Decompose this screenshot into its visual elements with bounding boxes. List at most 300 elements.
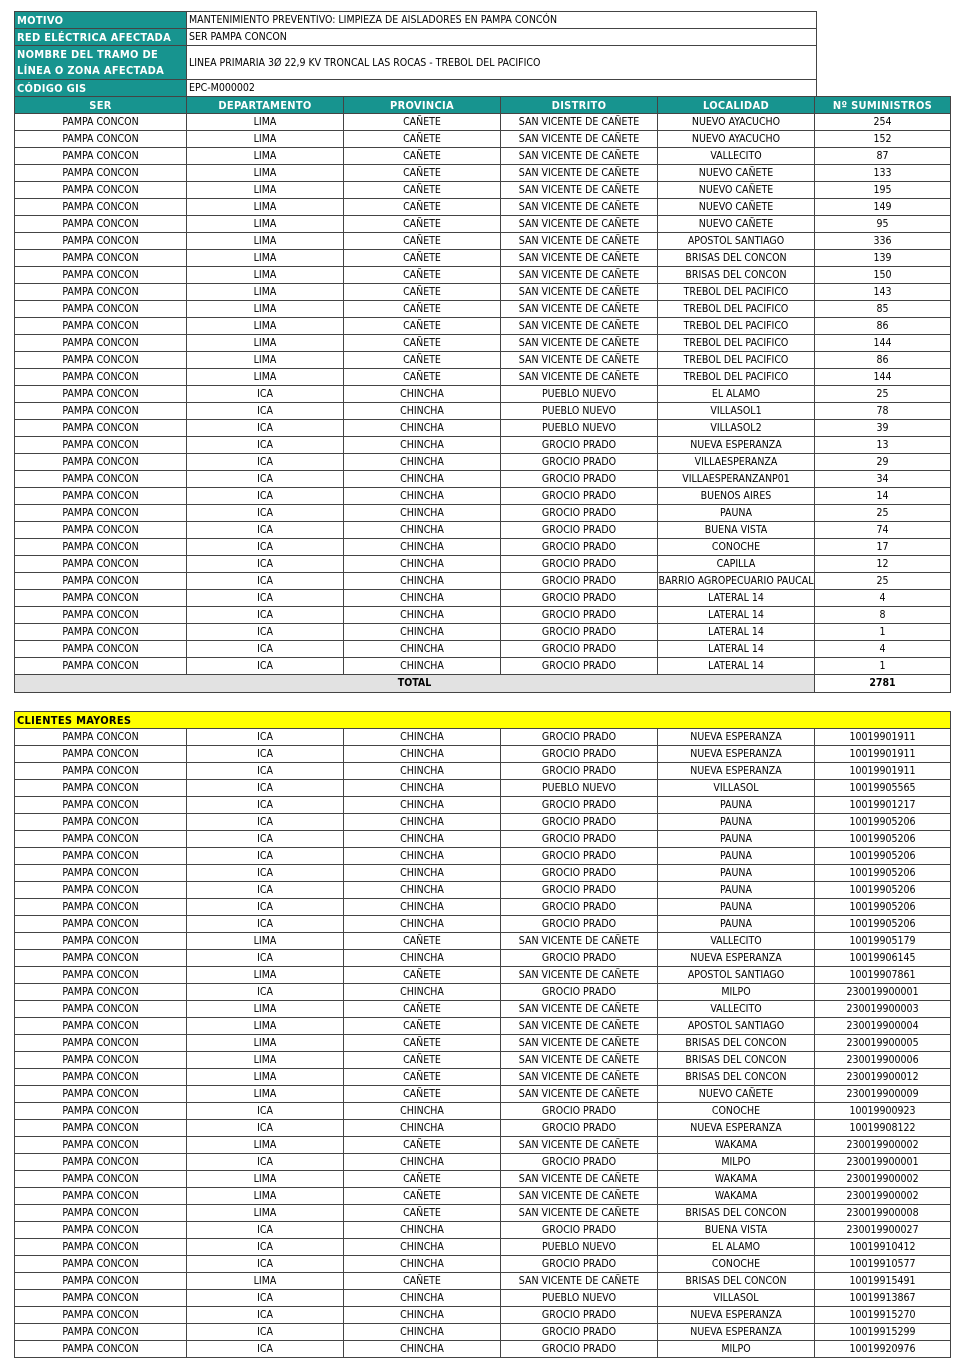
client-cell-suministros: 10019905206 bbox=[815, 882, 951, 899]
client-cell-localidad: PAUNA bbox=[658, 848, 815, 865]
client-cell-departamento: ICA bbox=[187, 1120, 344, 1137]
client-cell-suministros: 10019915270 bbox=[815, 1307, 951, 1324]
client-cell-provincia: CHINCHA bbox=[344, 916, 501, 933]
supply-cell-suministros: 143 bbox=[815, 284, 951, 301]
client-cell-ser: PAMPA CONCON bbox=[15, 1307, 187, 1324]
client-row bbox=[15, 916, 951, 933]
client-cell-ser: PAMPA CONCON bbox=[15, 1035, 187, 1052]
client-cell-distrito: SAN VICENTE DE CAÑETE bbox=[501, 1188, 658, 1205]
client-cell-localidad: WAKAMA bbox=[658, 1188, 815, 1205]
major-clients-title: CLIENTES MAYORES bbox=[15, 712, 951, 729]
client-cell-provincia: CAÑETE bbox=[344, 1205, 501, 1222]
client-cell-departamento: LIMA bbox=[187, 1171, 344, 1188]
supply-cell-suministros: 13 bbox=[815, 437, 951, 454]
supply-cell-suministros: 34 bbox=[815, 471, 951, 488]
client-cell-suministros: 10019901911 bbox=[815, 746, 951, 763]
client-cell-distrito: GROCIO PRADO bbox=[501, 814, 658, 831]
client-cell-provincia: CHINCHA bbox=[344, 729, 501, 746]
supply-cell-departamento: LIMA bbox=[187, 199, 344, 216]
supply-cell-departamento: ICA bbox=[187, 522, 344, 539]
client-row bbox=[15, 797, 951, 814]
supply-cell-ser: PAMPA CONCON bbox=[15, 539, 187, 556]
supply-cell-provincia: CAÑETE bbox=[344, 182, 501, 199]
client-row bbox=[15, 1103, 951, 1120]
supply-row bbox=[15, 505, 951, 522]
supply-row bbox=[15, 233, 951, 250]
client-row bbox=[15, 848, 951, 865]
client-cell-distrito: SAN VICENTE DE CAÑETE bbox=[501, 1137, 658, 1154]
client-cell-departamento: ICA bbox=[187, 1222, 344, 1239]
supply-cell-suministros: 152 bbox=[815, 131, 951, 148]
supply-cell-departamento: ICA bbox=[187, 573, 344, 590]
client-row bbox=[15, 1256, 951, 1273]
client-cell-departamento: LIMA bbox=[187, 1137, 344, 1154]
column-header-distrito: DISTRITO bbox=[501, 97, 658, 114]
client-cell-provincia: CHINCHA bbox=[344, 1154, 501, 1171]
supply-cell-ser: PAMPA CONCON bbox=[15, 454, 187, 471]
supply-cell-departamento: ICA bbox=[187, 403, 344, 420]
supply-cell-departamento: ICA bbox=[187, 488, 344, 505]
client-cell-provincia: CAÑETE bbox=[344, 1086, 501, 1103]
supply-cell-distrito: SAN VICENTE DE CAÑETE bbox=[501, 335, 658, 352]
supply-cell-departamento: LIMA bbox=[187, 131, 344, 148]
supply-cell-distrito: GROCIO PRADO bbox=[501, 505, 658, 522]
client-cell-localidad: MILPO bbox=[658, 1154, 815, 1171]
client-cell-suministros: 230019900004 bbox=[815, 1018, 951, 1035]
client-cell-suministros: 10019905206 bbox=[815, 848, 951, 865]
supply-cell-ser: PAMPA CONCON bbox=[15, 267, 187, 284]
client-cell-ser: PAMPA CONCON bbox=[15, 1018, 187, 1035]
client-cell-distrito: GROCIO PRADO bbox=[501, 746, 658, 763]
client-cell-departamento: LIMA bbox=[187, 1188, 344, 1205]
supply-cell-ser: PAMPA CONCON bbox=[15, 250, 187, 267]
supply-cell-ser: PAMPA CONCON bbox=[15, 182, 187, 199]
tramo-value: LINEA PRIMARIA 3Ø 22,9 KV TRONCAL LAS ROCAS - TREBOL DEL PACIFICO bbox=[187, 46, 817, 80]
supply-cell-suministros: 139 bbox=[815, 250, 951, 267]
client-cell-suministros: 230019900003 bbox=[815, 1001, 951, 1018]
supply-row bbox=[15, 590, 951, 607]
supply-cell-provincia: CAÑETE bbox=[344, 267, 501, 284]
supply-row bbox=[15, 114, 951, 131]
client-cell-suministros: 10019913867 bbox=[815, 1290, 951, 1307]
supply-row bbox=[15, 454, 951, 471]
supply-cell-suministros: 133 bbox=[815, 165, 951, 182]
supply-cell-departamento: LIMA bbox=[187, 148, 344, 165]
supply-cell-localidad: TREBOL DEL PACIFICO bbox=[658, 318, 815, 335]
client-cell-departamento: LIMA bbox=[187, 1086, 344, 1103]
client-cell-suministros: 10019905206 bbox=[815, 814, 951, 831]
supply-row bbox=[15, 250, 951, 267]
client-cell-distrito: SAN VICENTE DE CAÑETE bbox=[501, 1086, 658, 1103]
supply-cell-suministros: 149 bbox=[815, 199, 951, 216]
client-cell-localidad: PAUNA bbox=[658, 814, 815, 831]
client-row bbox=[15, 1239, 951, 1256]
client-cell-provincia: CHINCHA bbox=[344, 814, 501, 831]
client-cell-localidad: PAUNA bbox=[658, 831, 815, 848]
client-cell-distrito: GROCIO PRADO bbox=[501, 984, 658, 1001]
client-row bbox=[15, 1171, 951, 1188]
client-cell-departamento: LIMA bbox=[187, 1035, 344, 1052]
client-cell-localidad: BRISAS DEL CONCON bbox=[658, 1205, 815, 1222]
client-row bbox=[15, 831, 951, 848]
supply-cell-provincia: CHINCHA bbox=[344, 488, 501, 505]
supply-cell-distrito: SAN VICENTE DE CAÑETE bbox=[501, 148, 658, 165]
client-cell-provincia: CHINCHA bbox=[344, 1103, 501, 1120]
client-row bbox=[15, 967, 951, 984]
client-cell-distrito: GROCIO PRADO bbox=[501, 1341, 658, 1358]
red-value: SER PAMPA CONCON bbox=[187, 29, 817, 46]
client-cell-distrito: GROCIO PRADO bbox=[501, 865, 658, 882]
supply-cell-ser: PAMPA CONCON bbox=[15, 624, 187, 641]
client-cell-localidad: BRISAS DEL CONCON bbox=[658, 1035, 815, 1052]
supply-cell-localidad: NUEVO AYACUCHO bbox=[658, 131, 815, 148]
supply-cell-distrito: GROCIO PRADO bbox=[501, 607, 658, 624]
client-cell-provincia: CHINCHA bbox=[344, 797, 501, 814]
supply-cell-departamento: LIMA bbox=[187, 250, 344, 267]
supply-cell-departamento: ICA bbox=[187, 454, 344, 471]
client-cell-provincia: CAÑETE bbox=[344, 1188, 501, 1205]
client-cell-distrito: GROCIO PRADO bbox=[501, 1324, 658, 1341]
client-cell-ser: PAMPA CONCON bbox=[15, 882, 187, 899]
supply-cell-distrito: GROCIO PRADO bbox=[501, 556, 658, 573]
supply-cell-departamento: ICA bbox=[187, 641, 344, 658]
supply-cell-localidad: CONOCHE bbox=[658, 539, 815, 556]
supply-cell-departamento: ICA bbox=[187, 590, 344, 607]
client-cell-suministros: 10019905206 bbox=[815, 831, 951, 848]
client-row bbox=[15, 865, 951, 882]
client-row bbox=[15, 1290, 951, 1307]
client-cell-distrito: SAN VICENTE DE CAÑETE bbox=[501, 1001, 658, 1018]
client-cell-departamento: ICA bbox=[187, 1239, 344, 1256]
supply-cell-localidad: TREBOL DEL PACIFICO bbox=[658, 284, 815, 301]
supply-cell-provincia: CHINCHA bbox=[344, 624, 501, 641]
client-cell-localidad: WAKAMA bbox=[658, 1137, 815, 1154]
supply-cell-provincia: CHINCHA bbox=[344, 522, 501, 539]
client-cell-localidad: VILLASOL bbox=[658, 1290, 815, 1307]
supply-row bbox=[15, 471, 951, 488]
info-row-motivo bbox=[15, 12, 817, 29]
client-cell-suministros: 230019900005 bbox=[815, 1035, 951, 1052]
client-cell-localidad: MILPO bbox=[658, 1341, 815, 1358]
supply-cell-ser: PAMPA CONCON bbox=[15, 573, 187, 590]
supply-cell-ser: PAMPA CONCON bbox=[15, 420, 187, 437]
supply-cell-localidad: BUENOS AIRES bbox=[658, 488, 815, 505]
supply-cell-ser: PAMPA CONCON bbox=[15, 352, 187, 369]
supply-cell-provincia: CAÑETE bbox=[344, 250, 501, 267]
client-cell-distrito: SAN VICENTE DE CAÑETE bbox=[501, 1171, 658, 1188]
client-cell-provincia: CHINCHA bbox=[344, 831, 501, 848]
supply-cell-distrito: GROCIO PRADO bbox=[501, 488, 658, 505]
client-row bbox=[15, 1307, 951, 1324]
client-cell-localidad: PAUNA bbox=[658, 882, 815, 899]
client-cell-localidad: BUENA VISTA bbox=[658, 1222, 815, 1239]
supply-cell-departamento: LIMA bbox=[187, 301, 344, 318]
client-cell-localidad: PAUNA bbox=[658, 916, 815, 933]
supply-cell-departamento: ICA bbox=[187, 437, 344, 454]
supply-cell-departamento: LIMA bbox=[187, 233, 344, 250]
client-cell-departamento: ICA bbox=[187, 763, 344, 780]
supply-cell-departamento: ICA bbox=[187, 420, 344, 437]
client-cell-provincia: CHINCHA bbox=[344, 1341, 501, 1358]
supply-cell-provincia: CAÑETE bbox=[344, 335, 501, 352]
client-cell-suministros: 230019900006 bbox=[815, 1052, 951, 1069]
client-cell-localidad: EL ALAMO bbox=[658, 1239, 815, 1256]
client-row bbox=[15, 1341, 951, 1358]
supply-cell-provincia: CAÑETE bbox=[344, 318, 501, 335]
client-row bbox=[15, 814, 951, 831]
supply-row bbox=[15, 301, 951, 318]
supply-row bbox=[15, 284, 951, 301]
supply-cell-suministros: 74 bbox=[815, 522, 951, 539]
supply-cell-suministros: 87 bbox=[815, 148, 951, 165]
supply-cell-suministros: 14 bbox=[815, 488, 951, 505]
total-value: 2781 bbox=[815, 675, 951, 693]
column-header-ser: SER bbox=[15, 97, 187, 114]
client-cell-suministros: 10019915299 bbox=[815, 1324, 951, 1341]
supply-cell-ser: PAMPA CONCON bbox=[15, 301, 187, 318]
supply-cell-departamento: LIMA bbox=[187, 114, 344, 131]
client-cell-provincia: CHINCHA bbox=[344, 1307, 501, 1324]
supply-cell-suministros: 25 bbox=[815, 505, 951, 522]
client-cell-ser: PAMPA CONCON bbox=[15, 1341, 187, 1358]
supply-cell-distrito: SAN VICENTE DE CAÑETE bbox=[501, 318, 658, 335]
tramo-label: NOMBRE DEL TRAMO DE LÍNEA O ZONA AFECTADA bbox=[15, 46, 187, 80]
client-row bbox=[15, 933, 951, 950]
supply-cell-localidad: NUEVA ESPERANZA bbox=[658, 437, 815, 454]
supply-cell-localidad: VILLASOL2 bbox=[658, 420, 815, 437]
supply-cell-distrito: GROCIO PRADO bbox=[501, 522, 658, 539]
client-cell-suministros: 230019900027 bbox=[815, 1222, 951, 1239]
supply-cell-localidad: VILLASOL1 bbox=[658, 403, 815, 420]
supply-cell-localidad: BARRIO AGROPECUARIO PAUCAL bbox=[658, 573, 815, 590]
supply-cell-localidad: LATERAL 14 bbox=[658, 607, 815, 624]
client-cell-ser: PAMPA CONCON bbox=[15, 1273, 187, 1290]
supply-cell-localidad: NUEVO CAÑETE bbox=[658, 199, 815, 216]
client-cell-distrito: GROCIO PRADO bbox=[501, 1120, 658, 1137]
client-cell-ser: PAMPA CONCON bbox=[15, 1171, 187, 1188]
client-cell-ser: PAMPA CONCON bbox=[15, 899, 187, 916]
supply-cell-localidad: TREBOL DEL PACIFICO bbox=[658, 301, 815, 318]
supply-cell-localidad: NUEVO CAÑETE bbox=[658, 165, 815, 182]
supply-cell-localidad: PAUNA bbox=[658, 505, 815, 522]
client-cell-departamento: ICA bbox=[187, 1290, 344, 1307]
client-row bbox=[15, 1086, 951, 1103]
supply-cell-departamento: ICA bbox=[187, 607, 344, 624]
client-cell-provincia: CAÑETE bbox=[344, 933, 501, 950]
supply-cell-departamento: ICA bbox=[187, 505, 344, 522]
supply-cell-distrito: GROCIO PRADO bbox=[501, 624, 658, 641]
client-cell-localidad: NUEVO CAÑETE bbox=[658, 1086, 815, 1103]
client-cell-localidad: CONOCHE bbox=[658, 1256, 815, 1273]
client-cell-provincia: CAÑETE bbox=[344, 1018, 501, 1035]
supply-cell-distrito: SAN VICENTE DE CAÑETE bbox=[501, 199, 658, 216]
supply-cell-localidad: VILLAESPERANZANP01 bbox=[658, 471, 815, 488]
supply-cell-suministros: 95 bbox=[815, 216, 951, 233]
supply-cell-localidad: EL ALAMO bbox=[658, 386, 815, 403]
supply-cell-provincia: CHINCHA bbox=[344, 454, 501, 471]
column-header-suministros: Nº SUMINISTROS bbox=[815, 97, 951, 114]
supply-cell-departamento: ICA bbox=[187, 386, 344, 403]
supply-cell-suministros: 29 bbox=[815, 454, 951, 471]
client-cell-suministros: 10019910577 bbox=[815, 1256, 951, 1273]
supply-cell-localidad: LATERAL 14 bbox=[658, 590, 815, 607]
supply-cell-departamento: ICA bbox=[187, 556, 344, 573]
supply-cell-ser: PAMPA CONCON bbox=[15, 437, 187, 454]
column-header-provincia: PROVINCIA bbox=[344, 97, 501, 114]
client-cell-departamento: ICA bbox=[187, 916, 344, 933]
supply-cell-ser: PAMPA CONCON bbox=[15, 522, 187, 539]
client-cell-ser: PAMPA CONCON bbox=[15, 1222, 187, 1239]
supply-cell-provincia: CHINCHA bbox=[344, 437, 501, 454]
client-cell-provincia: CHINCHA bbox=[344, 848, 501, 865]
client-row bbox=[15, 1137, 951, 1154]
client-cell-provincia: CAÑETE bbox=[344, 1001, 501, 1018]
client-cell-ser: PAMPA CONCON bbox=[15, 1120, 187, 1137]
supply-cell-provincia: CAÑETE bbox=[344, 131, 501, 148]
client-cell-departamento: ICA bbox=[187, 950, 344, 967]
client-row bbox=[15, 1324, 951, 1341]
client-cell-provincia: CAÑETE bbox=[344, 1052, 501, 1069]
client-cell-departamento: ICA bbox=[187, 797, 344, 814]
client-cell-localidad: NUEVA ESPERANZA bbox=[658, 763, 815, 780]
supply-cell-provincia: CAÑETE bbox=[344, 216, 501, 233]
client-cell-departamento: ICA bbox=[187, 984, 344, 1001]
client-cell-provincia: CHINCHA bbox=[344, 1256, 501, 1273]
supply-cell-provincia: CAÑETE bbox=[344, 199, 501, 216]
info-row-gis bbox=[15, 80, 817, 97]
supply-cell-suministros: 144 bbox=[815, 335, 951, 352]
supply-cell-localidad: NUEVO CAÑETE bbox=[658, 182, 815, 199]
supply-cell-departamento: LIMA bbox=[187, 369, 344, 386]
client-cell-distrito: PUEBLO NUEVO bbox=[501, 780, 658, 797]
supply-cell-departamento: LIMA bbox=[187, 352, 344, 369]
client-cell-localidad: APOSTOL SANTIAGO bbox=[658, 1018, 815, 1035]
client-cell-provincia: CHINCHA bbox=[344, 746, 501, 763]
client-cell-provincia: CAÑETE bbox=[344, 967, 501, 984]
motivo-label: MOTIVO bbox=[15, 12, 187, 29]
supply-cell-localidad: BUENA VISTA bbox=[658, 522, 815, 539]
supply-cell-distrito: GROCIO PRADO bbox=[501, 658, 658, 675]
client-cell-distrito: GROCIO PRADO bbox=[501, 797, 658, 814]
supply-cell-localidad: APOSTOL SANTIAGO bbox=[658, 233, 815, 250]
supply-cell-distrito: SAN VICENTE DE CAÑETE bbox=[501, 284, 658, 301]
client-cell-localidad: NUEVA ESPERANZA bbox=[658, 1324, 815, 1341]
client-cell-departamento: ICA bbox=[187, 831, 344, 848]
supply-cell-ser: PAMPA CONCON bbox=[15, 335, 187, 352]
client-cell-provincia: CHINCHA bbox=[344, 1239, 501, 1256]
client-cell-localidad: MILPO bbox=[658, 984, 815, 1001]
supply-cell-distrito: SAN VICENTE DE CAÑETE bbox=[501, 250, 658, 267]
client-cell-provincia: CHINCHA bbox=[344, 1222, 501, 1239]
supply-cell-suministros: 39 bbox=[815, 420, 951, 437]
supply-cell-distrito: GROCIO PRADO bbox=[501, 539, 658, 556]
supply-cell-localidad: TREBOL DEL PACIFICO bbox=[658, 352, 815, 369]
supplies-table-body bbox=[15, 114, 951, 675]
client-cell-ser: PAMPA CONCON bbox=[15, 814, 187, 831]
client-cell-suministros: 10019901911 bbox=[815, 729, 951, 746]
supply-cell-provincia: CHINCHA bbox=[344, 420, 501, 437]
client-row bbox=[15, 1205, 951, 1222]
supply-cell-suministros: 8 bbox=[815, 607, 951, 624]
client-cell-distrito: SAN VICENTE DE CAÑETE bbox=[501, 933, 658, 950]
client-cell-distrito: GROCIO PRADO bbox=[501, 899, 658, 916]
client-cell-departamento: LIMA bbox=[187, 1018, 344, 1035]
client-cell-localidad: BRISAS DEL CONCON bbox=[658, 1052, 815, 1069]
supply-cell-ser: PAMPA CONCON bbox=[15, 284, 187, 301]
supply-cell-suministros: 12 bbox=[815, 556, 951, 573]
total-row bbox=[15, 675, 951, 693]
supply-cell-distrito: PUEBLO NUEVO bbox=[501, 420, 658, 437]
client-row bbox=[15, 1222, 951, 1239]
supply-cell-departamento: LIMA bbox=[187, 267, 344, 284]
client-cell-suministros: 230019900002 bbox=[815, 1188, 951, 1205]
client-cell-departamento: LIMA bbox=[187, 1001, 344, 1018]
supply-row bbox=[15, 318, 951, 335]
client-cell-localidad: PAUNA bbox=[658, 899, 815, 916]
info-row-red bbox=[15, 29, 817, 46]
client-cell-departamento: ICA bbox=[187, 1154, 344, 1171]
info-row-tramo bbox=[15, 46, 817, 80]
client-cell-suministros: 10019920976 bbox=[815, 1341, 951, 1358]
client-cell-departamento: ICA bbox=[187, 848, 344, 865]
supply-row bbox=[15, 267, 951, 284]
client-cell-ser: PAMPA CONCON bbox=[15, 1086, 187, 1103]
gis-label: CÓDIGO GIS bbox=[15, 80, 187, 97]
supply-row bbox=[15, 624, 951, 641]
supply-cell-suministros: 25 bbox=[815, 386, 951, 403]
client-cell-provincia: CHINCHA bbox=[344, 950, 501, 967]
client-cell-ser: PAMPA CONCON bbox=[15, 1188, 187, 1205]
major-clients-table bbox=[14, 711, 951, 1358]
client-cell-localidad: PAUNA bbox=[658, 797, 815, 814]
client-cell-ser: PAMPA CONCON bbox=[15, 729, 187, 746]
supply-cell-provincia: CHINCHA bbox=[344, 641, 501, 658]
client-cell-distrito: GROCIO PRADO bbox=[501, 763, 658, 780]
client-cell-provincia: CAÑETE bbox=[344, 1069, 501, 1086]
supply-cell-provincia: CHINCHA bbox=[344, 607, 501, 624]
supply-cell-ser: PAMPA CONCON bbox=[15, 658, 187, 675]
supplies-table-header bbox=[15, 97, 951, 114]
supply-cell-localidad: NUEVO AYACUCHO bbox=[658, 114, 815, 131]
supply-cell-distrito: SAN VICENTE DE CAÑETE bbox=[501, 369, 658, 386]
client-cell-departamento: ICA bbox=[187, 780, 344, 797]
supply-cell-suministros: 144 bbox=[815, 369, 951, 386]
supply-cell-suministros: 78 bbox=[815, 403, 951, 420]
supply-cell-ser: PAMPA CONCON bbox=[15, 488, 187, 505]
client-cell-ser: PAMPA CONCON bbox=[15, 865, 187, 882]
supply-cell-distrito: SAN VICENTE DE CAÑETE bbox=[501, 301, 658, 318]
client-cell-departamento: LIMA bbox=[187, 967, 344, 984]
supply-cell-provincia: CHINCHA bbox=[344, 386, 501, 403]
client-cell-departamento: ICA bbox=[187, 899, 344, 916]
client-cell-ser: PAMPA CONCON bbox=[15, 1256, 187, 1273]
client-cell-departamento: LIMA bbox=[187, 1069, 344, 1086]
client-cell-localidad: NUEVA ESPERANZA bbox=[658, 746, 815, 763]
supply-cell-provincia: CHINCHA bbox=[344, 573, 501, 590]
client-cell-departamento: ICA bbox=[187, 1341, 344, 1358]
client-cell-suministros: 10019905206 bbox=[815, 865, 951, 882]
supply-cell-suministros: 336 bbox=[815, 233, 951, 250]
supply-cell-localidad: LATERAL 14 bbox=[658, 624, 815, 641]
client-cell-localidad: NUEVA ESPERANZA bbox=[658, 1307, 815, 1324]
supply-row bbox=[15, 539, 951, 556]
supply-cell-departamento: LIMA bbox=[187, 182, 344, 199]
client-cell-localidad: VALLECITO bbox=[658, 933, 815, 950]
client-row bbox=[15, 950, 951, 967]
client-row bbox=[15, 1052, 951, 1069]
supply-cell-suministros: 1 bbox=[815, 658, 951, 675]
client-cell-ser: PAMPA CONCON bbox=[15, 1137, 187, 1154]
